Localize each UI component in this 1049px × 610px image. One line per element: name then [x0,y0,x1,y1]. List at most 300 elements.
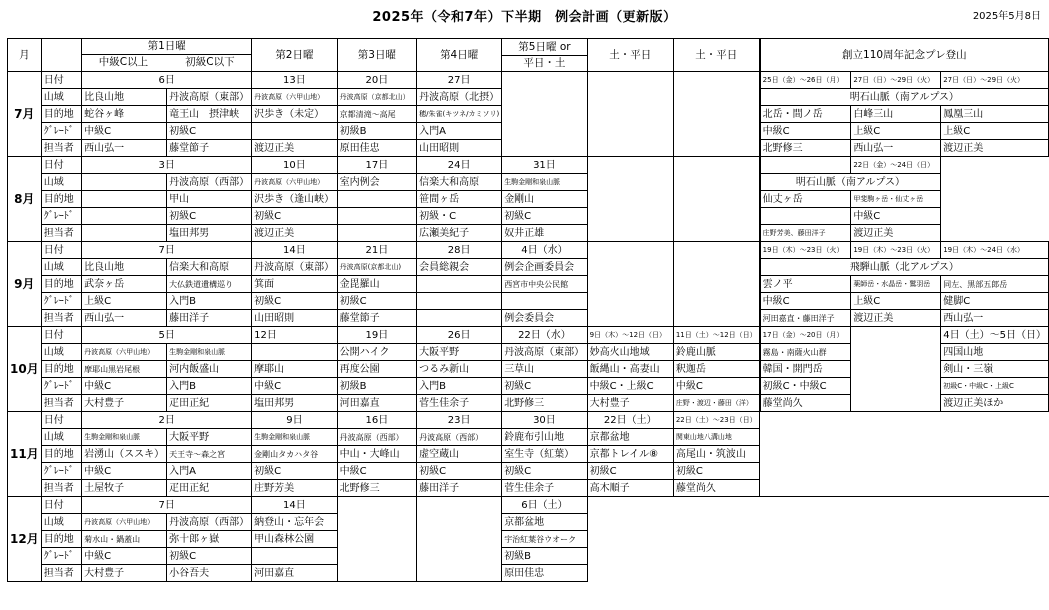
july-sat2-empty [673,72,759,157]
month-august: 8月 [8,157,42,242]
row-label-grade: ｸﾞﾚｰﾄﾞ [41,208,81,225]
july-w3-date: 20日 [337,72,416,89]
nov-w3-grade: 中級C [337,463,416,480]
july-w1a-leader: 西山弘一 [82,140,167,157]
july-x2-leader: 西山弘一 [851,140,941,157]
sep-x2-grade: 上級C [851,293,941,310]
aug-w5-grade: 初級C [502,208,587,225]
oct-w1b-area: 生駒金剛和泉山脈 [167,344,252,361]
aug-w4-grade: 初級・C [417,208,502,225]
july-w1a-area: 比良山地 [82,89,167,106]
oct-w3-area: 公開ハイク [337,344,416,361]
oct-w1a-leader: 大村豊子 [82,395,167,412]
sep-x3-dest: 同左、黒部五郎岳 [941,276,1049,293]
july-w2-date: 13日 [252,72,337,89]
oct-x2-empty [851,327,941,412]
july-x3-leader: 渡辺正美 [941,140,1049,157]
july-x-area: 明石山脈（南アルプス） [760,89,1049,106]
nov-w4-date: 23日 [417,412,502,429]
july-w4-area: 丹波高原（北摂） [417,89,502,106]
aug-x3-empty [941,225,1049,242]
july-w2-grade [252,123,337,140]
aug-x3-empty [941,157,1049,174]
nov-w1b-area: 大阪平野 [167,429,252,446]
dec-w5-dest: 宇治紅葉谷ウオーク [502,531,587,548]
dec-w5-area: 京都盆地 [502,514,587,531]
oct-x1-dest: 韓国・開門岳 [760,361,851,378]
document-date: 2025年5月8日 [972,11,1041,22]
sep-sat2-empty [673,242,759,327]
sep-x3-date: 19日（木）～24日（水） [941,242,1049,259]
sep-leader-row [8,310,1049,327]
oct-sat2-area: 鈴鹿山脈 [673,344,759,361]
sep-w5-date: 4日（水） [502,242,587,259]
sep-w3-grade: 初級C [337,293,416,310]
nov-sat2-date: 22日（土）～23日（日） [673,412,759,429]
oct-w1b-leader: 疋田正紀 [167,395,252,412]
aug-w2-area: 丹波高原（六甲山地） [252,174,337,191]
nov-w4-area: 丹波高原（西部） [417,429,502,446]
july-w2-leader: 渡辺正美 [252,140,337,157]
aug-w3-leader [337,225,416,242]
oct-w3-dest: 再度公園 [337,361,416,378]
nov-w5-dest: 室生寺（紅葉） [502,446,587,463]
nov-w4-dest: 虚空蔵山 [417,446,502,463]
oct-x3-date: 4日（土）～5日（日） [941,327,1049,344]
nov-w1-date: 2日 [82,412,252,429]
aug-x3-empty [941,208,1049,225]
nov-w3-date: 16日 [337,412,416,429]
july-x2-grade: 上級C [851,123,941,140]
aug-w4-leader: 広瀬美紀子 [417,225,502,242]
dec-w2-date: 14日 [252,497,337,514]
oct-sat2-date: 11日（土）～12日（日） [673,327,759,344]
july-w1a-dest: 蛇谷ヶ峰 [82,106,167,123]
aug-date-row [8,157,1049,174]
dec-w1b-area: 丹波高原（西部） [167,514,252,531]
july-w3-area: 丹波高原（京都北山） [337,89,416,106]
sep-w1b-leader: 藤田洋子 [167,310,252,327]
sep-w3-leader: 藤堂節子 [337,310,416,327]
week1-label: 第1日曜 [147,40,186,52]
dec-w5-leader: 原田佳忠 [502,565,587,582]
aug-w2-leader: 渡辺正美 [252,225,337,242]
oct-x1-area: 霧島・南薩火山群 [760,344,851,361]
july-w1b-dest: 竜王山 摂津峡 [167,106,252,123]
sep-w2-leader: 山田昭則 [252,310,337,327]
sep-x2-leader: 渡辺正美 [851,310,941,327]
july-w3-dest: 京都清滝～高尾 [337,106,416,123]
col-label-header [41,39,81,72]
oct-x1-grade: 初級C・中級C [760,378,851,395]
nov-sat1-leader: 高木順子 [587,480,673,497]
aug-x2-date: 22日（金）～24日（日） [851,157,941,174]
july-x1-grade: 中級C [760,123,851,140]
aug-sat2-empty [673,157,759,242]
oct-x3-dest: 剣山・三嶺 [941,361,1049,378]
oct-w4-dest: つるみ新山 [417,361,502,378]
oct-sat2-grade: 中級C [673,378,759,395]
oct-w4-leader: 菅生佳余子 [417,395,502,412]
row-label-dest: 目的地 [41,106,81,123]
aug-x3-empty [941,174,1049,191]
nov-sat2-grade: 初級C [673,463,759,480]
week5-sub-label: 平日・土 [523,56,566,69]
oct-sat1-dest: 飯縄山・高妻山 [587,361,673,378]
dec-w2-leader: 河田嘉直 [252,565,337,582]
aug-x2-leader: 渡辺正美 [851,225,941,242]
oct-w5-dest: 三草山 [502,361,587,378]
sep-w3-dest: 金毘羅山 [337,276,416,293]
nov-w3-leader: 北野修三 [337,480,416,497]
july-x1-dest: 北岳・間ノ岳 [760,106,851,123]
july-w3-grade: 初級B [337,123,416,140]
row-label-leader: 担当者 [41,225,81,242]
nov-w5-grade: 初級C [502,463,587,480]
sep-w1a-grade: 上級C [82,293,167,310]
sep-w1b-dest: 大仏鉄道遺構巡り [167,276,252,293]
oct-w3-leader: 河田嘉直 [337,395,416,412]
nov-w4-leader: 藤田洋子 [417,480,502,497]
july-w4-grade: 入門A [417,123,502,140]
july-w1a-grade: 中級C [82,123,167,140]
aug-w3-date: 17日 [337,157,416,174]
row-label-date: 日付 [41,242,81,259]
aug-w3-grade [337,208,416,225]
dec-w1b-grade: 初級C [167,548,252,565]
week5-label: 第5日曜 or [502,40,586,56]
month-july: 7月 [8,72,42,157]
aug-x1-dest: 仙丈ヶ岳 [760,191,851,208]
nov-w2-date: 9日 [252,412,337,429]
aug-w4-date: 24日 [417,157,502,174]
dec-w1a-area: 丹波高原（六甲山地） [82,514,167,531]
oct-w5-leader: 北野修三 [502,395,587,412]
aug-w5-dest: 金剛山 [502,191,587,208]
july-x3-date: 27日（日）～29日（火） [941,72,1049,89]
oct-w2-leader: 塩田邦男 [252,395,337,412]
header-row [8,39,1049,72]
sep-area-row [8,259,1049,276]
nov-sat2-leader: 藤堂尚久 [673,480,759,497]
aug-w4-area: 信楽大和高原 [417,174,502,191]
nov-date-row [8,412,1049,429]
aug-grade-row [8,208,1049,225]
row-label-dest: 目的地 [41,276,81,293]
row-label-leader: 担当者 [41,310,81,327]
aug-w1a-grade [82,208,167,225]
sep-w4-date: 28日 [417,242,502,259]
sep-w5-leader: 例会委員会 [502,310,587,327]
nov-w1b-grade: 入門A [167,463,252,480]
row-label-date: 日付 [41,72,81,89]
sep-w1b-grade: 入門B [167,293,252,310]
oct-x3-leader: 渡辺正美ほか [941,395,1049,412]
sep-w1a-dest: 武奈ヶ岳 [82,276,167,293]
sep-w2-dest: 箕面 [252,276,337,293]
nov-sat2-area: 関東山地八溝山地 [673,429,759,446]
aug-w1b-leader: 塩田邦男 [167,225,252,242]
sep-w4-leader [417,310,502,327]
sep-x1-date: 19日（木）～23日（火） [760,242,851,259]
col-month-header: 月 [8,39,42,72]
dec-w2-grade [252,548,337,565]
nov-w5-date: 30日 [502,412,587,429]
aug-w1b-area: 丹波高原（西部） [167,174,252,191]
aug-w4-dest: 笹間ヶ岳 [417,191,502,208]
oct-x1-date: 17日（金）～20日（月） [760,327,851,344]
july-w4-date: 27日 [417,72,502,89]
dec-rest-empty [587,497,1048,582]
nov-w2-grade: 初級C [252,463,337,480]
dec-w1a-leader: 大村豊子 [82,565,167,582]
nov-w1a-leader: 土屋牧子 [82,480,167,497]
row-label-dest: 目的地 [41,531,81,548]
july-w4-dest: 穂/朱雀(キツネ/カミソリ) [417,106,502,123]
nov-sat2-dest: 高尾山・筑波山 [673,446,759,463]
oct-sat1-area: 妙高火山地域 [587,344,673,361]
aug-w1a-area [82,174,167,191]
oct-sat1-grade: 中級C・上級C [587,378,673,395]
july-x1-leader: 北野修三 [760,140,851,157]
oct-x3-grade: 初級C・中級C・上級C [941,378,1049,395]
row-label-grade: ｸﾞﾚｰﾄﾞ [41,293,81,310]
sep-x1-grade: 中級C [760,293,851,310]
aug-w1a-dest [82,191,167,208]
july-w4-leader: 山田昭則 [417,140,502,157]
col-week1-header [82,39,252,72]
aug-sat1-empty [587,157,673,242]
aug-w3-dest [337,191,416,208]
row-label-area: 山域 [41,259,81,276]
row-label-date: 日付 [41,412,81,429]
week1-upper-label: 中級C以上 [98,56,149,68]
nov-w1a-dest: 岩湧山（ススキ） [82,446,167,463]
aug-w1b-dest: 甲山 [167,191,252,208]
oct-w1a-dest: 摩耶山黒岩尾根 [82,361,167,378]
nov-sat1-dest: 京都トレイル⑧ [587,446,673,463]
dec-w1b-leader: 小谷吾夫 [167,565,252,582]
aug-leader-row [8,225,1049,242]
aug-x2-grade: 中級C [851,208,941,225]
july-w5-empty [502,72,587,157]
nov-w1a-grade: 中級C [82,463,167,480]
row-label-date: 日付 [41,157,81,174]
nov-sat1-date: 22日（土） [587,412,673,429]
july-sat1-empty [587,72,673,157]
row-label-leader: 担当者 [41,395,81,412]
july-w1b-area: 丹波高原（東部） [167,89,252,106]
sep-x-area: 飛騨山脈（北アルプス） [760,259,1049,276]
aug-x1-date-empty [760,157,851,174]
aug-x2-dest: 甲斐駒ヶ岳・仙丈ヶ岳 [851,191,941,208]
oct-w5-date: 22日（水） [502,327,587,344]
row-label-date: 日付 [41,497,81,514]
dec-w5-grade: 初級B [502,548,587,565]
july-x2-date: 27日（日）～29日（火） [851,72,941,89]
sep-w5-dest: 西宮市中央公民館 [502,276,587,293]
july-x3-dest: 鳳凰三山 [941,106,1049,123]
sep-w4-dest [417,276,502,293]
nov-w4-grade: 初級C [417,463,502,480]
nov-w2-dest: 金剛山タカハタ谷 [252,446,337,463]
row-label-area: 山域 [41,514,81,531]
oct-w1b-dest: 河内飯盛山 [167,361,252,378]
july-w2-dest: 沢歩き（未定） [252,106,337,123]
oct-date-row [8,327,1049,344]
sep-w2-grade: 初級C [252,293,337,310]
oct-sat2-dest: 釈迦岳 [673,361,759,378]
nov-w3-dest: 中山・大峰山 [337,446,416,463]
sep-w2-date: 14日 [252,242,337,259]
dec-w2-area: 納登山・忘年会 [252,514,337,531]
sep-x3-grade: 健脚C [941,293,1049,310]
aug-w5-leader: 奴井正雄 [502,225,587,242]
row-label-area: 山域 [41,89,81,106]
oct-w2-dest: 摩耶山 [252,361,337,378]
col-week3-header: 第3日曜 [337,39,416,72]
aug-w2-grade: 初級C [252,208,337,225]
month-october: 10月 [8,327,42,412]
aug-w2-date: 10日 [252,157,337,174]
row-label-area: 山域 [41,344,81,361]
nov-w2-leader: 庄野芳美 [252,480,337,497]
col-anniversary-header: 創立110周年記念プレ登山 [760,39,1049,72]
row-label-date: 日付 [41,327,81,344]
sep-w3-area: 丹波高原(京都北山) [337,259,416,276]
july-w1b-leader: 藤堂節子 [167,140,252,157]
aug-w5-date: 31日 [502,157,587,174]
july-x3-grade: 上級C [941,123,1049,140]
aug-w2-dest: 沢歩き（逢山峡） [252,191,337,208]
sep-sat1-empty [587,242,673,327]
col-week2-header: 第2日曜 [252,39,337,72]
july-x2-dest: 白峰三山 [851,106,941,123]
july-w2-area: 丹波高原（六甲山地） [252,89,337,106]
schedule-table [7,38,1049,582]
sep-x3-leader: 西山弘一 [941,310,1049,327]
oct-w5-grade: 初級C [502,378,587,395]
aug-area-row [8,174,1049,191]
month-december: 12月 [8,497,42,582]
aug-w3-area: 室内例会 [337,174,416,191]
oct-w1-date: 5日 [82,327,252,344]
week1-lower-label: 初級C以下 [185,56,235,68]
sep-w2-area: 丹波高原（東部） [252,259,337,276]
month-november: 11月 [8,412,42,497]
col-sat1-header: 土・平日 [587,39,673,72]
oct-sat1-date: 9日（木）～12日（日） [587,327,673,344]
row-label-grade: ｸﾞﾚｰﾄﾞ [41,123,81,140]
sep-w5-area: 例会企画委員会 [502,259,587,276]
oct-w1a-grade: 中級C [82,378,167,395]
oct-w5-area: 丹波高原（東部） [502,344,587,361]
oct-w3-grade: 初級B [337,378,416,395]
sep-w1a-area: 比良山地 [82,259,167,276]
sep-grade-row [8,293,1049,310]
col-week4-header: 第4日曜 [417,39,502,72]
row-label-leader: 担当者 [41,140,81,157]
july-date-row [8,72,1049,89]
sep-x2-dest: 薬師岳・水晶岳・鷲羽岳 [851,276,941,293]
row-label-grade: ｸﾞﾚｰﾄﾞ [41,463,81,480]
row-label-leader: 担当者 [41,565,81,582]
oct-w3-date: 19日 [337,327,416,344]
oct-w2-date: 12日 [252,327,337,344]
oct-w1b-grade: 入門B [167,378,252,395]
july-x1-date: 25日（金）～26日（月） [760,72,851,89]
july-w1-date: 6日 [82,72,252,89]
aug-dest-row [8,191,1049,208]
aug-x1-grade [760,208,851,225]
oct-w2-grade: 中級C [252,378,337,395]
row-label-grade: ｸﾞﾚｰﾄﾞ [41,548,81,565]
oct-sat1-leader: 大村豊子 [587,395,673,412]
oct-w4-area: 大阪平野 [417,344,502,361]
nov-w5-leader: 菅生佳余子 [502,480,587,497]
row-label-area: 山域 [41,429,81,446]
aug-x1-leader: 庄野芳美、藤田洋子 [760,225,851,242]
month-september: 9月 [8,242,42,327]
sep-w4-grade [417,293,502,310]
oct-w1a-area: 丹波高原（六甲山地） [82,344,167,361]
nov-w1b-dest: 天王寺～森之宮 [167,446,252,463]
oct-w2-area [252,344,337,361]
row-label-dest: 目的地 [41,191,81,208]
dec-w1a-grade: 中級C [82,548,167,565]
nov-w3-area: 丹波高原（西部） [337,429,416,446]
nov-w1a-area: 生駒金剛和泉山脈 [82,429,167,446]
sep-x2-date: 19日（木）～23日（火） [851,242,941,259]
nov-w5-area: 鈴鹿布引山地 [502,429,587,446]
aug-x-area: 明石山脈（南アルプス） [760,174,941,191]
row-label-leader: 担当者 [41,480,81,497]
dec-date-row [8,497,1049,514]
dec-w2-dest: 甲山森林公園 [252,531,337,548]
aug-w1a-leader [82,225,167,242]
nov-x-empty [760,412,1049,497]
row-label-grade: ｸﾞﾚｰﾄﾞ [41,378,81,395]
aug-x3-empty [941,191,1049,208]
aug-w1-date: 3日 [82,157,252,174]
nov-sat1-area: 京都盆地 [587,429,673,446]
sep-x1-leader: 河田嘉直・藤田洋子 [760,310,851,327]
sep-dest-row [8,276,1049,293]
sep-w1a-leader: 西山弘一 [82,310,167,327]
nov-sat1-grade: 初級C [587,463,673,480]
col-week5-header [502,39,587,72]
row-label-area: 山域 [41,174,81,191]
aug-w5-area: 生駒金剛和泉山脈 [502,174,587,191]
nov-w2-area: 生駒金剛和泉山脈 [252,429,337,446]
row-label-dest: 目的地 [41,361,81,378]
sep-date-row [8,242,1049,259]
oct-x1-leader: 藤堂尚久 [760,395,851,412]
dec-w4-empty [417,497,502,582]
page-title: 2025年（令和7年）下半期 例会計画（更新版） [372,10,677,25]
july-w3-leader: 原田佳忠 [337,140,416,157]
sep-w4-area: 会員総親会 [417,259,502,276]
sep-w1-date: 7日 [82,242,252,259]
aug-w1b-grade: 初級C [167,208,252,225]
dec-w3-empty [337,497,416,582]
nov-w1b-leader: 疋田正紀 [167,480,252,497]
sep-x1-dest: 雲ノ平 [760,276,851,293]
oct-sat2-leader: 庄野・渡辺・藤田（洋） [673,395,759,412]
dec-w5-date: 6日（土） [502,497,587,514]
sep-w3-date: 21日 [337,242,416,259]
oct-w4-grade: 入門B [417,378,502,395]
